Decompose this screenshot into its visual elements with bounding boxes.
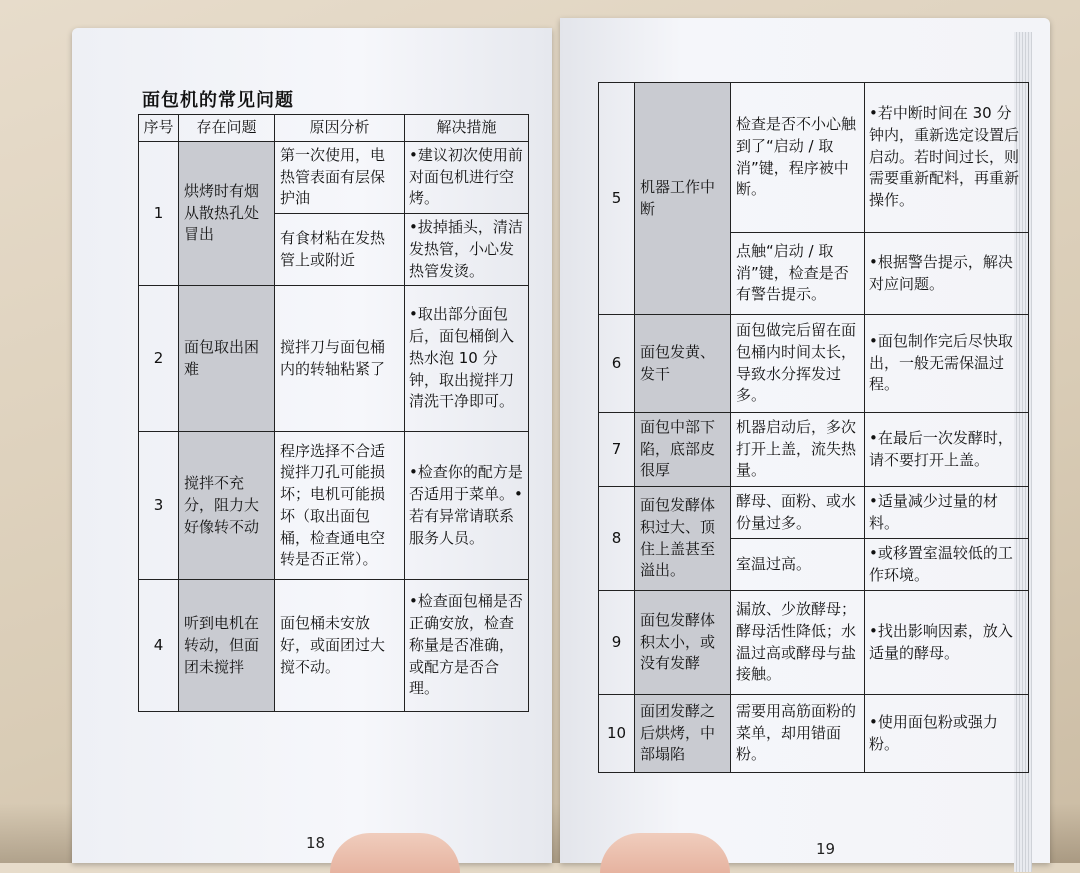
table-row — [139, 432, 529, 580]
solution-cell: •取出部分面包后，面包桶倒入热水泡 10 分钟，取出搅拌刀清洗干净即可。 — [405, 286, 529, 432]
solution-cell: •或移置室温较低的工作环境。 — [865, 539, 1029, 591]
cause-cell: 面包做完后留在面包桶内时间太长，导致水分挥发过多。 — [731, 315, 865, 413]
cause-cell: 酵母、面粉、或水份量过多。 — [731, 487, 865, 539]
problem-cell: 面包发黄、发干 — [635, 315, 731, 413]
faq-table-right — [598, 82, 1029, 773]
problem-cell: 面包发酵体积太小，或没有发酵 — [635, 591, 731, 695]
problem-cell: 面团发酵之后烘烤，中部塌陷 — [635, 695, 731, 773]
header-num: 序号 — [139, 115, 179, 142]
table-row — [139, 580, 529, 712]
solution-cell: •面包制作完后尽快取出，一般无需保温过程。 — [865, 315, 1029, 413]
cause-cell: 搅拌刀与面包桶内的转轴粘紧了 — [275, 286, 405, 432]
page-number: 19 — [816, 840, 836, 858]
cause-cell: 面包桶未安放好，或面团过大搅不动。 — [275, 580, 405, 712]
thumb-left — [330, 833, 460, 873]
table-row — [599, 83, 1029, 233]
problem-cell: 面包取出困难 — [179, 286, 275, 432]
solution-cell: •使用面包粉或强力粉。 — [865, 695, 1029, 773]
cause-cell: 漏放、少放酵母；酵母活性降低；水温过高或酵母与盐接触。 — [731, 591, 865, 695]
row-number: 9 — [599, 591, 635, 695]
row-number: 8 — [599, 487, 635, 591]
cause-cell: 程序选择不合适搅拌刀孔可能损坏；电机可能损坏（取出面包桶，检查通电空转是否正常）。 — [275, 432, 405, 580]
solution-cell: •若中断时间在 30 分钟内，重新选定设置后启动。若时间过长，则需要重新配料，再重新操作。 — [865, 83, 1029, 233]
solution-cell: •适量减少过量的材料。 — [865, 487, 1029, 539]
header-cause: 原因分析 — [275, 115, 405, 142]
row-number: 7 — [599, 413, 635, 487]
table-row — [139, 141, 529, 213]
solution-cell: •找出影响因素，放入适量的酵母。 — [865, 591, 1029, 695]
header-solution: 解决措施 — [405, 115, 529, 142]
page-number: 18 — [306, 834, 326, 852]
problem-cell: 烘烤时有烟从散热孔处冒出 — [179, 141, 275, 286]
cause-cell: 点触“启动 / 取消”键，检查是否有警告提示。 — [731, 233, 865, 315]
row-number: 4 — [139, 580, 179, 712]
solution-cell: •在最后一次发酵时，请不要打开上盖。 — [865, 413, 1029, 487]
problem-cell: 面包中部下陷，底部皮很厚 — [635, 413, 731, 487]
faq-table-left — [138, 114, 529, 712]
right-page — [560, 18, 1050, 863]
row-number: 6 — [599, 315, 635, 413]
table-header-row — [139, 115, 529, 142]
row-number: 1 — [139, 141, 179, 286]
cause-cell: 第一次使用，电热管表面有层保护油 — [275, 141, 405, 213]
row-number: 5 — [599, 83, 635, 315]
table-row — [599, 591, 1029, 695]
problem-cell: 面包发酵体积过大、顶住上盖甚至溢出。 — [635, 487, 731, 591]
problem-cell: 听到电机在转动，但面团未搅拌 — [179, 580, 275, 712]
cause-cell: 机器启动后，多次打开上盖，流失热量。 — [731, 413, 865, 487]
cause-cell: 有食材粘在发热管上或附近 — [275, 214, 405, 286]
table-row — [599, 695, 1029, 773]
row-number: 2 — [139, 286, 179, 432]
cause-cell: 检查是否不小心触到了“启动 / 取消”键，程序被中断。 — [731, 83, 865, 233]
solution-cell: •检查面包桶是否正确安放，检查称量是否准确，或配方是否合理。 — [405, 580, 529, 712]
row-number: 10 — [599, 695, 635, 773]
solution-cell: •拔掉插头，清洁发热管，小心发热管发烫。 — [405, 214, 529, 286]
problem-cell: 搅拌不充分，阻力大好像转不动 — [179, 432, 275, 580]
cause-cell: 需要用高筋面粉的菜单，却用错面粉。 — [731, 695, 865, 773]
solution-cell: •根据警告提示，解决对应问题。 — [865, 233, 1029, 315]
left-page — [72, 28, 552, 863]
solution-cell: •检查你的配方是否适用于菜单。•若有异常请联系服务人员。 — [405, 432, 529, 580]
table-row — [599, 487, 1029, 539]
thumb-right — [600, 833, 730, 873]
table-row — [139, 286, 529, 432]
page-title: 面包机的常见问题 — [142, 90, 294, 111]
solution-cell: •建议初次使用前对面包机进行空烤。 — [405, 141, 529, 213]
header-problem: 存在问题 — [179, 115, 275, 142]
problem-cell: 机器工作中断 — [635, 83, 731, 315]
row-number: 3 — [139, 432, 179, 580]
table-row — [599, 413, 1029, 487]
table-row — [599, 315, 1029, 413]
cause-cell: 室温过高。 — [731, 539, 865, 591]
